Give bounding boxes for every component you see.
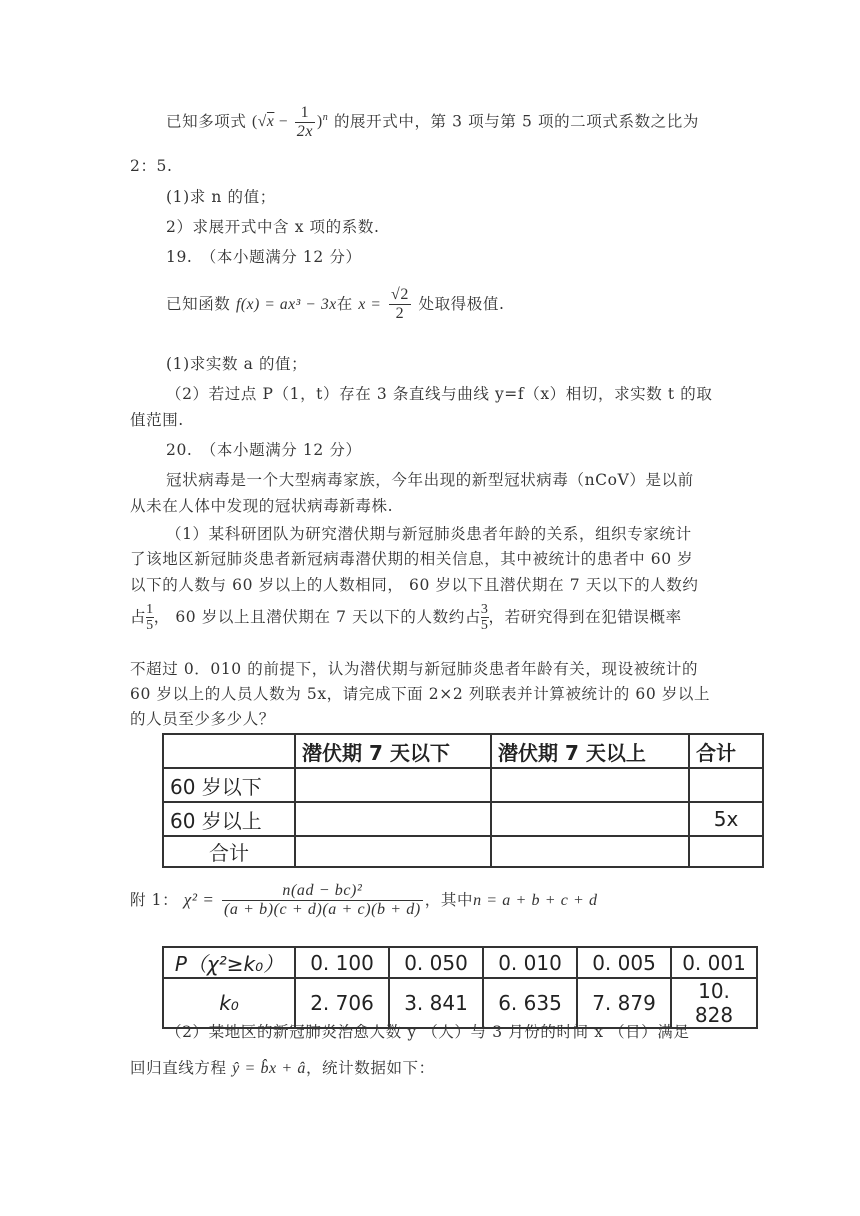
table-cell: 0. 100 [295, 947, 389, 978]
table-cell [295, 802, 491, 836]
table-header-cell: 合计 [689, 734, 763, 768]
q19-func-post: 处取得极值. [418, 294, 505, 313]
q19-part2-line1: （2）若过点 P（1，t）存在 3 条直线与曲线 y=f（x）相切，求实数 t 的取 [166, 385, 713, 403]
table-cell: 7. 879 [577, 978, 671, 1028]
table-cell: 10. 828 [671, 978, 757, 1028]
table-cell: 6. 635 [483, 978, 577, 1028]
chi-square-formula: 附 1： χ² = $\frac{\text{n(ad − bc)²}}{(a + b)(c + d)(a + c)(b + d)}$ ，其中n = a + b + c + d [130, 882, 598, 919]
q18-part1: (1)求 n 的值； [166, 188, 276, 206]
fraction-sqrt2-over-2: $\frac{√2}{2}$ [390, 286, 409, 323]
binomial-expression: (√x − $\frac{1}{2x}$ )$^n$ [252, 104, 329, 141]
q19-function [166, 286, 505, 324]
q18-intro [166, 104, 699, 142]
q19-header: 19. （本小题满分 12 分） [166, 248, 362, 266]
table-cell [295, 768, 491, 802]
table-cell: 60 岁以上 [163, 802, 295, 836]
table-cell: 0. 005 [577, 947, 671, 978]
q20-part1-line5: 不超过 0．010 的前提下，认为潜伏期与新冠肺炎患者年龄有关，现设被统计的 [130, 660, 699, 678]
table-cell: 60 岁以下 [163, 768, 295, 802]
table-cell: 0. 010 [483, 947, 577, 978]
table-header-cell: 潜伏期 7 天以上 [491, 734, 689, 768]
table-cell: 0. 050 [389, 947, 483, 978]
q18-intro-text: 已知多项式 [166, 112, 247, 131]
table-header-cell: 潜伏期 7 天以下 [295, 734, 491, 768]
table-cell: 3. 841 [389, 978, 483, 1028]
table-row [163, 836, 763, 867]
q20-part1-line7: 的人员至少多少人？ [130, 710, 275, 728]
q20-header: 20. （本小题满分 12 分） [166, 441, 362, 459]
table-cell: k₀ [163, 978, 295, 1028]
table-cell: 合计 [163, 836, 295, 867]
function-expression: f(x) = ax³ − 3x [235, 295, 337, 313]
q18-ratio: 2：5. [130, 157, 173, 175]
table-cell: 0. 001 [671, 947, 757, 978]
table-header-cell [163, 734, 295, 768]
critical-value-table [162, 946, 758, 1029]
table-row [163, 947, 757, 978]
q20-part1-line3: 以下的人数与 60 岁以上的人数相同， 60 岁以下且潜伏期在 7 天以下的人数约 [130, 576, 699, 594]
q20-intro-line1: 冠状病毒是一个大型病毒家族，今年出现的新型冠状病毒（nCoV）是以前 [166, 471, 694, 489]
q20-part1-line1: （1）某科研团队为研究潜伏期与新冠肺炎患者年龄的关系，组织专家统计 [166, 525, 692, 543]
table-cell [689, 768, 763, 802]
q19-part1: (1)求实数 a 的值； [166, 355, 308, 373]
table-cell: P（χ²≥k₀） [163, 947, 295, 978]
table-row [163, 768, 763, 802]
fraction-3-5: $\frac{3}{5}$ [480, 602, 489, 634]
q20-part1-line4: 占 $\frac{1}{5}$ ， 60 岁以上且潜伏期在 7 天以下的人数约占 $\frac{3}{5}$ ，若研究得到在犯错误概率 [130, 602, 682, 634]
table-cell [689, 836, 763, 867]
regression-equation: ŷ = b̂x + â [232, 1060, 306, 1077]
q20-intro-line2: 从未在人体中发现的冠状病毒新毒株. [130, 497, 394, 515]
contingency-table [162, 733, 764, 868]
q18-part2: 2）求展开式中含 x 项的系数. [166, 218, 380, 236]
table-cell: 2. 706 [295, 978, 389, 1028]
fraction-1-over-2x: $\frac{1}{2x}$ [296, 104, 314, 141]
n-definition: n = a + b + c + d [473, 891, 598, 909]
q20-part2-line1: （2）某地区的新冠肺炎治愈人数 y （人）与 3 月份的时间 x （日）满足 [166, 1023, 690, 1041]
table-cell [491, 802, 689, 836]
q20-part2-line2: 回归直线方程 ŷ = b̂x + â，统计数据如下： [130, 1059, 435, 1077]
q20-part1-line6: 60 岁以上的人员人数为 5x，请完成下面 2×2 列联表并计算被统计的 60 岁以上 [130, 685, 711, 703]
table-header-row [163, 734, 763, 768]
q18-intro-post: 的展开式中，第 3 项与第 5 项的二项式系数之比为 [333, 112, 699, 131]
q19-func-mid: 在 [336, 294, 353, 313]
table-cell [295, 836, 491, 867]
chi-square-lhs: χ² = [183, 889, 215, 909]
x-equals: x = [358, 295, 382, 313]
table-cell [491, 836, 689, 867]
table-cell: 5x [689, 802, 763, 836]
q19-part2-line2: 值范围. [130, 411, 184, 429]
q19-func-pre: 已知函数 [166, 294, 231, 313]
chi-square-fraction: $\frac{\text{n(ad − bc)²}}{(a + b)(c + d)(a + c)(b + d)}$ [223, 882, 421, 919]
table-cell [491, 768, 689, 802]
fraction-1-5: $\frac{1}{5}$ [146, 602, 154, 634]
table-row [163, 802, 763, 836]
q20-part1-line2: 了该地区新冠肺炎患者新冠病毒潜伏期的相关信息，其中被统计的患者中 60 岁 [130, 550, 694, 568]
